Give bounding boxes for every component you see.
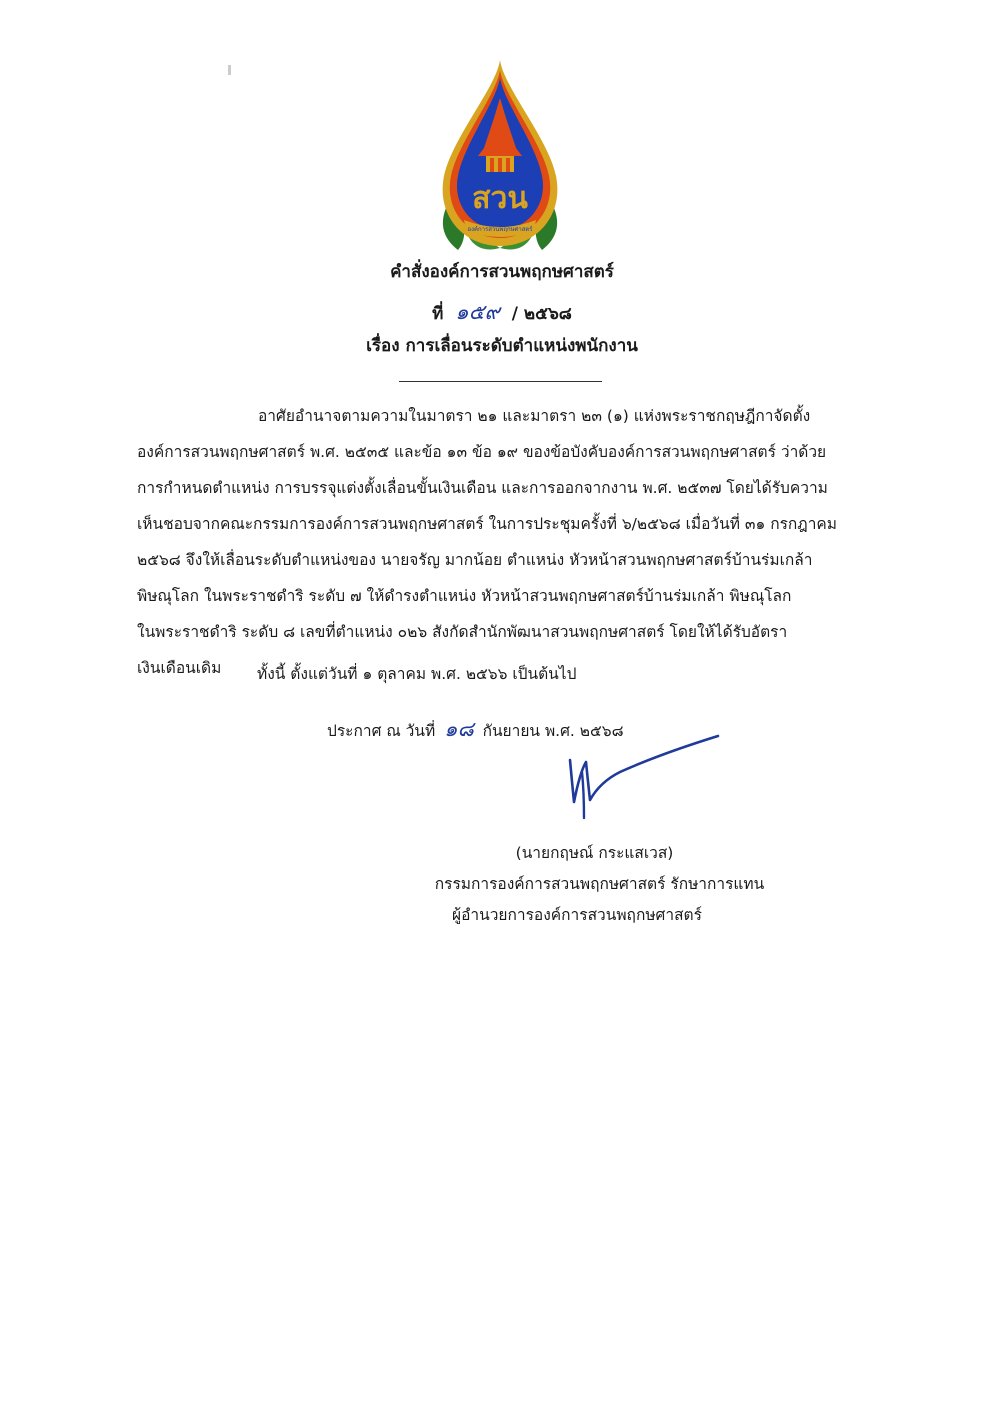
scan-speck [228,65,231,75]
signer-name: (นายกฤษณ์ กระแสเวส) [515,844,674,862]
announce-prefix: ประกาศ ณ วันที่ [327,722,436,740]
handwritten-signature-icon [560,732,730,822]
body-line: อาศัยอำนาจตามความในมาตรา ๒๑ และมาตรา ๒๓ (๑) แห่งพระราชกฤษฎีกาจัดตั้ง [258,407,811,425]
body-line: การกำหนดตำแหน่ง การบรรจุแต่งตั้งเลื่อนขั้นเงินเดือน และการออกจากงาน พ.ศ. ๒๕๓๗ โดยได้รับความ [137,479,828,497]
effective-date: ทั้งนี้ ตั้งแต่วันที่ ๑ ตุลาคม พ.ศ. ๒๕๖๖ เป็นต้นไป [257,665,577,683]
body-line: พิษณุโลก ในพระราชดำริ ระดับ ๗ ให้ดำรงตำแหน่ง หัวหน้าสวนพฤกษศาสตร์บ้านร่มเกล้า พิษณุโลก [137,587,792,605]
svg-text:องค์การสวนพฤกษศาสตร์: องค์การสวนพฤกษศาสตร์ [467,226,533,233]
header-divider [399,381,602,382]
signer-position: ผู้อำนวยการองค์การสวนพฤกษศาสตร์ [452,906,702,924]
order-title: คำสั่งองค์การสวนพฤกษศาสตร์ [390,262,614,282]
body-line: ๒๕๖๘ จึงให้เลื่อนระดับตำแหน่งของ นายจรัญ มากน้อย ตำแหน่ง หัวหน้าสวนพฤกษศาสตร์บ้านร่มเกล้า [137,551,813,569]
signer-position: กรรมการองค์การสวนพฤกษศาสตร์ รักษาการแทน [434,875,765,893]
order-number-prefix: ที่ [432,304,444,324]
signer-block [0,838,1004,931]
body-line: ในพระราชดำริ ระดับ ๘ เลขที่ตำแหน่ง ๐๒๖ สังกัดสำนักพัฒนาสวนพฤกษศาสตร์ โดยให้ได้รับอัตรา [137,623,788,641]
announce-suffix: กันยายน พ.ศ. ๒๕๖๘ [482,722,624,740]
body-line: เงินเดือนเดิม [137,659,222,677]
order-number-handwritten: ๑๕๙ [455,300,500,324]
body-line: องค์การสวนพฤกษศาสตร์ พ.ศ. ๒๕๓๕ และข้อ ๑๓ ข้อ ๑๙ ของข้อบังคับองค์การสวนพฤกษศาสตร์ ว่าด้วย [137,443,827,461]
order-subject: เรื่อง การเลื่อนระดับตำแหน่งพนักงาน [366,336,638,356]
order-number [0,296,1004,329]
announce-day-handwritten: ๑๘ [444,717,474,741]
body-line: เห็นชอบจากคณะกรรมการองค์การสวนพฤกษศาสตร์ ในการประชุมครั้งที่ ๖/๒๕๖๘ เมื่อวันที่ ๓๑ กรกฎาคม [137,515,837,533]
order-number-suffix: / ๒๕๖๘ [511,304,572,324]
order-body [137,398,869,686]
botanical-garden-organization-emblem-icon [428,58,572,254]
svg-text:สวน: สวน [472,181,528,216]
